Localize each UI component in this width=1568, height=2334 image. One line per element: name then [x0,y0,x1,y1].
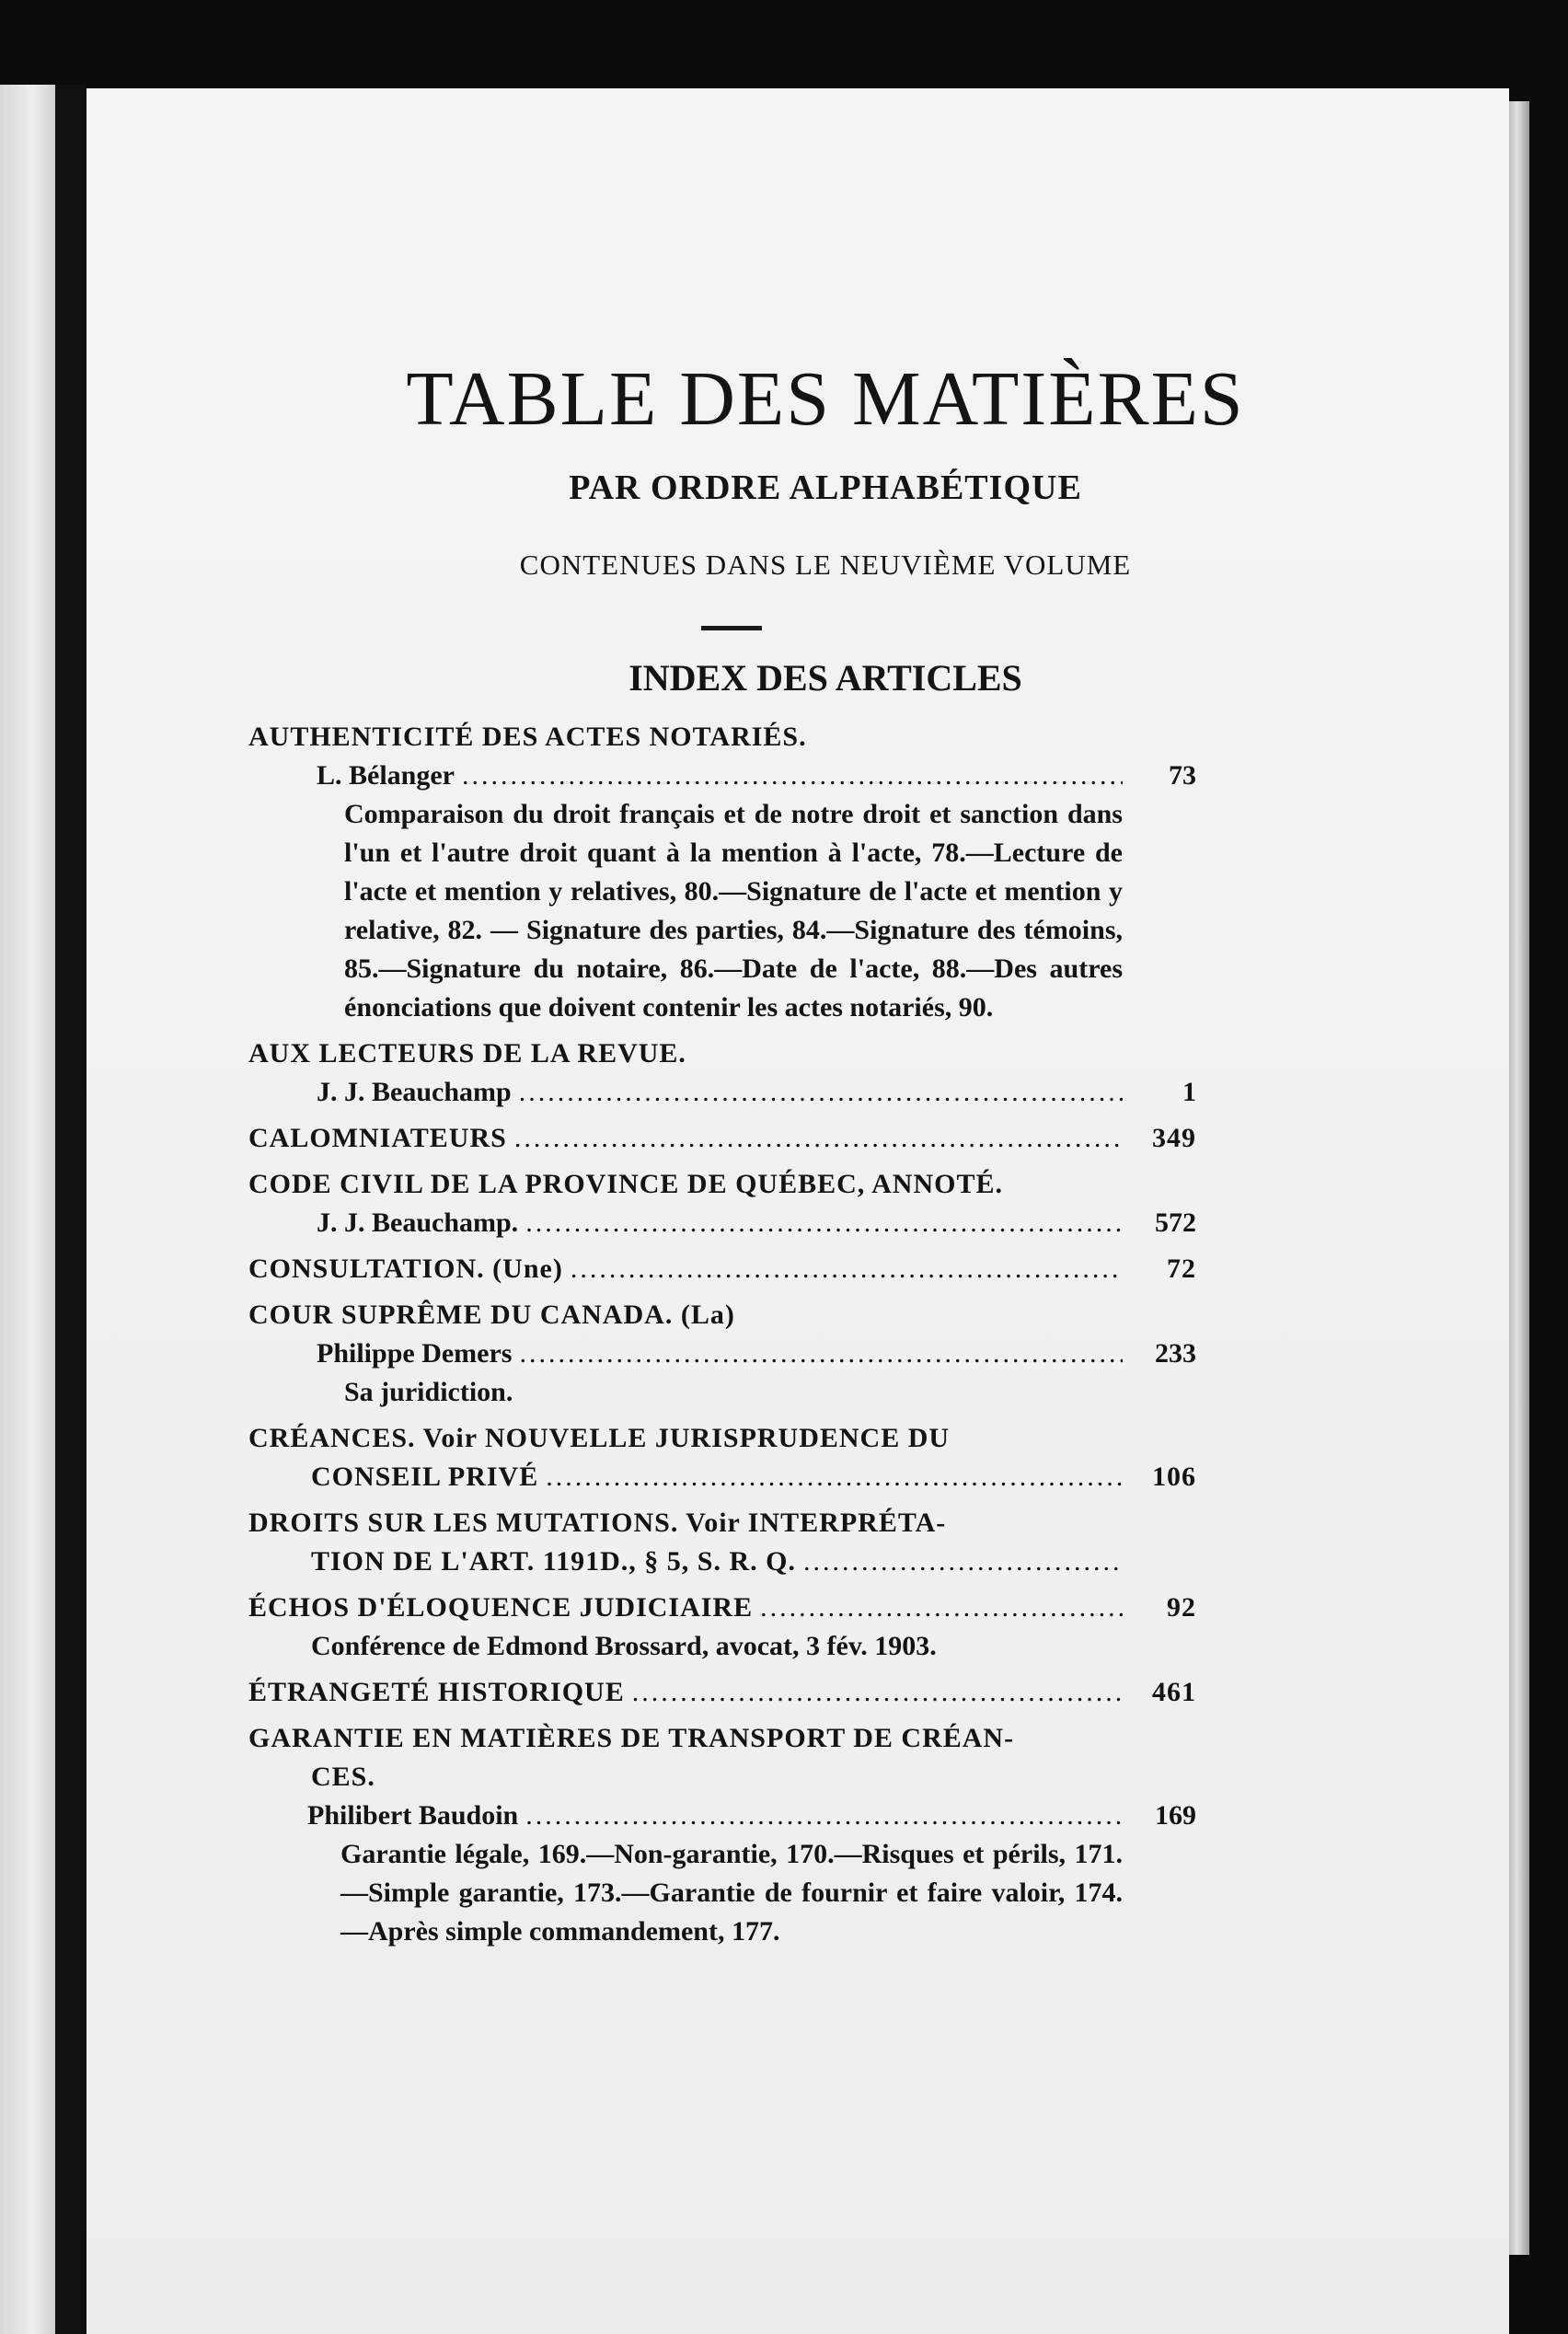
author-name: J. J. Beauchamp. [317,1207,519,1238]
entry-continuation-text: TION DE L'ART. 1191D., § 5, S. R. Q. [311,1546,796,1577]
subtitle: PAR ORDRE ALPHABÉTIQUE [569,468,1082,507]
index-entry [248,1719,1196,1951]
leader-dots [546,1458,1123,1496]
index-entry [248,1296,1196,1412]
entry-heading: CRÉANCES. Voir NOUVELLE JURISPRUDENCE DU [248,1423,951,1453]
leader-dots [462,757,1123,795]
entry-description: Sa juridiction. [344,1377,513,1407]
leader-dots [519,1335,1123,1373]
entry-heading: ÉTRANGETÉ HISTORIQUE [248,1677,625,1707]
page-number: 1 [1182,1077,1196,1107]
entry-continuation-text: CONSEIL PRIVÉ [311,1462,539,1492]
entry-line [248,1673,1196,1712]
index-entry [248,1034,1196,1112]
author-name: L. Bélanger [317,760,455,791]
page-number: 92 [1167,1592,1196,1623]
entry-heading: ÉCHOS D'ÉLOQUENCE JUDICIAIRE [248,1592,754,1623]
entry-line [248,1250,1196,1288]
divider-rule [701,626,762,630]
page-number: 461 [1152,1677,1196,1707]
entry-description: Garantie légale, 169.—Non-garantie, 170.—Risques et périls, 171.—Simple garantie, 173.—Garantie de fournir et faire valoir, 174.—Après simple commandement, 177. [340,1839,1123,1947]
page-number: 72 [1167,1254,1196,1284]
entry-heading: CALOMNIATEURS [248,1123,507,1153]
entry-description: Conférence de Edmond Brossard, avocat, 3 fév. 1903. [311,1631,937,1661]
page-number: 233 [1155,1338,1196,1369]
leader-dots [760,1589,1123,1627]
author-name: Philippe Demers [317,1338,513,1369]
page-number: 169 [1155,1800,1196,1831]
leader-dots [632,1673,1123,1712]
entry-continuation [311,1458,1196,1496]
entry-heading: CODE CIVIL DE LA PROVINCE DE QUÉBEC, ANNOTÉ. [248,1169,1003,1199]
author-name: Philibert Baudoin [307,1800,519,1831]
entry-heading: COUR SUPRÊME DU CANADA. (La) [248,1300,735,1330]
author-line [307,1797,1196,1835]
leader-dots [514,1119,1123,1158]
entry-description: Comparaison du droit français et de notre droit et sanction dans l'un et l'autre droit quant à la mention à l'acte, 78.—Lecture de l'acte et mention y relatives, 80.—Signature de l'acte et mention y relative, 82. — Signature des parties, 84.—Signature des témoins, 85.—Signature du notaire, 86.—Date de l'acte, 88.—Des autres énonciations que doivent contenir les actes notariés, 90. [344,799,1123,1023]
page-number: 572 [1155,1207,1196,1238]
section-heading: INDEX DES ARTICLES [628,657,1022,699]
entry-heading: AUX LECTEURS DE LA REVUE. [248,1038,686,1069]
entry-line [248,1589,1196,1627]
entry-continuation [311,1543,1196,1581]
index-entry [248,1673,1196,1712]
leader-dots [525,1797,1123,1835]
index-entry [248,1250,1196,1288]
leader-dots [525,1204,1123,1242]
index-entry [248,1119,1196,1158]
author-name: J. J. Beauchamp [317,1077,512,1107]
index-list [248,718,1196,1958]
entry-heading: GARANTIE EN MATIÈRES DE TRANSPORT DE CRÉAN- [248,1723,1015,1753]
volume-subtitle: CONTENUES DANS LE NEUVIÈME VOLUME [519,549,1132,581]
entry-heading: AUTHENTICITÉ DES ACTES NOTARIÉS. [248,722,807,752]
leader-dots [571,1250,1123,1288]
page-title: TABLE DES MATIÈRES [406,356,1245,442]
index-entry [248,1589,1196,1666]
page-number: 106 [1152,1462,1196,1492]
page-number: 73 [1169,760,1196,791]
index-entry [248,1419,1196,1496]
entry-heading: DROITS SUR LES MUTATIONS. Voir INTERPRÉTA- [248,1508,947,1538]
author-line [317,757,1196,795]
author-line [317,1204,1196,1242]
leader-dots [803,1543,1123,1581]
entry-continuation-text: CES. [311,1762,375,1792]
author-line [317,1335,1196,1373]
index-entry [248,1165,1196,1242]
page-number: 349 [1152,1123,1196,1153]
entry-line [248,1119,1196,1158]
leader-dots [519,1073,1123,1112]
index-entry [248,1504,1196,1581]
entry-heading: CONSULTATION. (Une) [248,1254,563,1284]
index-entry [248,718,1196,1027]
author-line [317,1073,1196,1112]
